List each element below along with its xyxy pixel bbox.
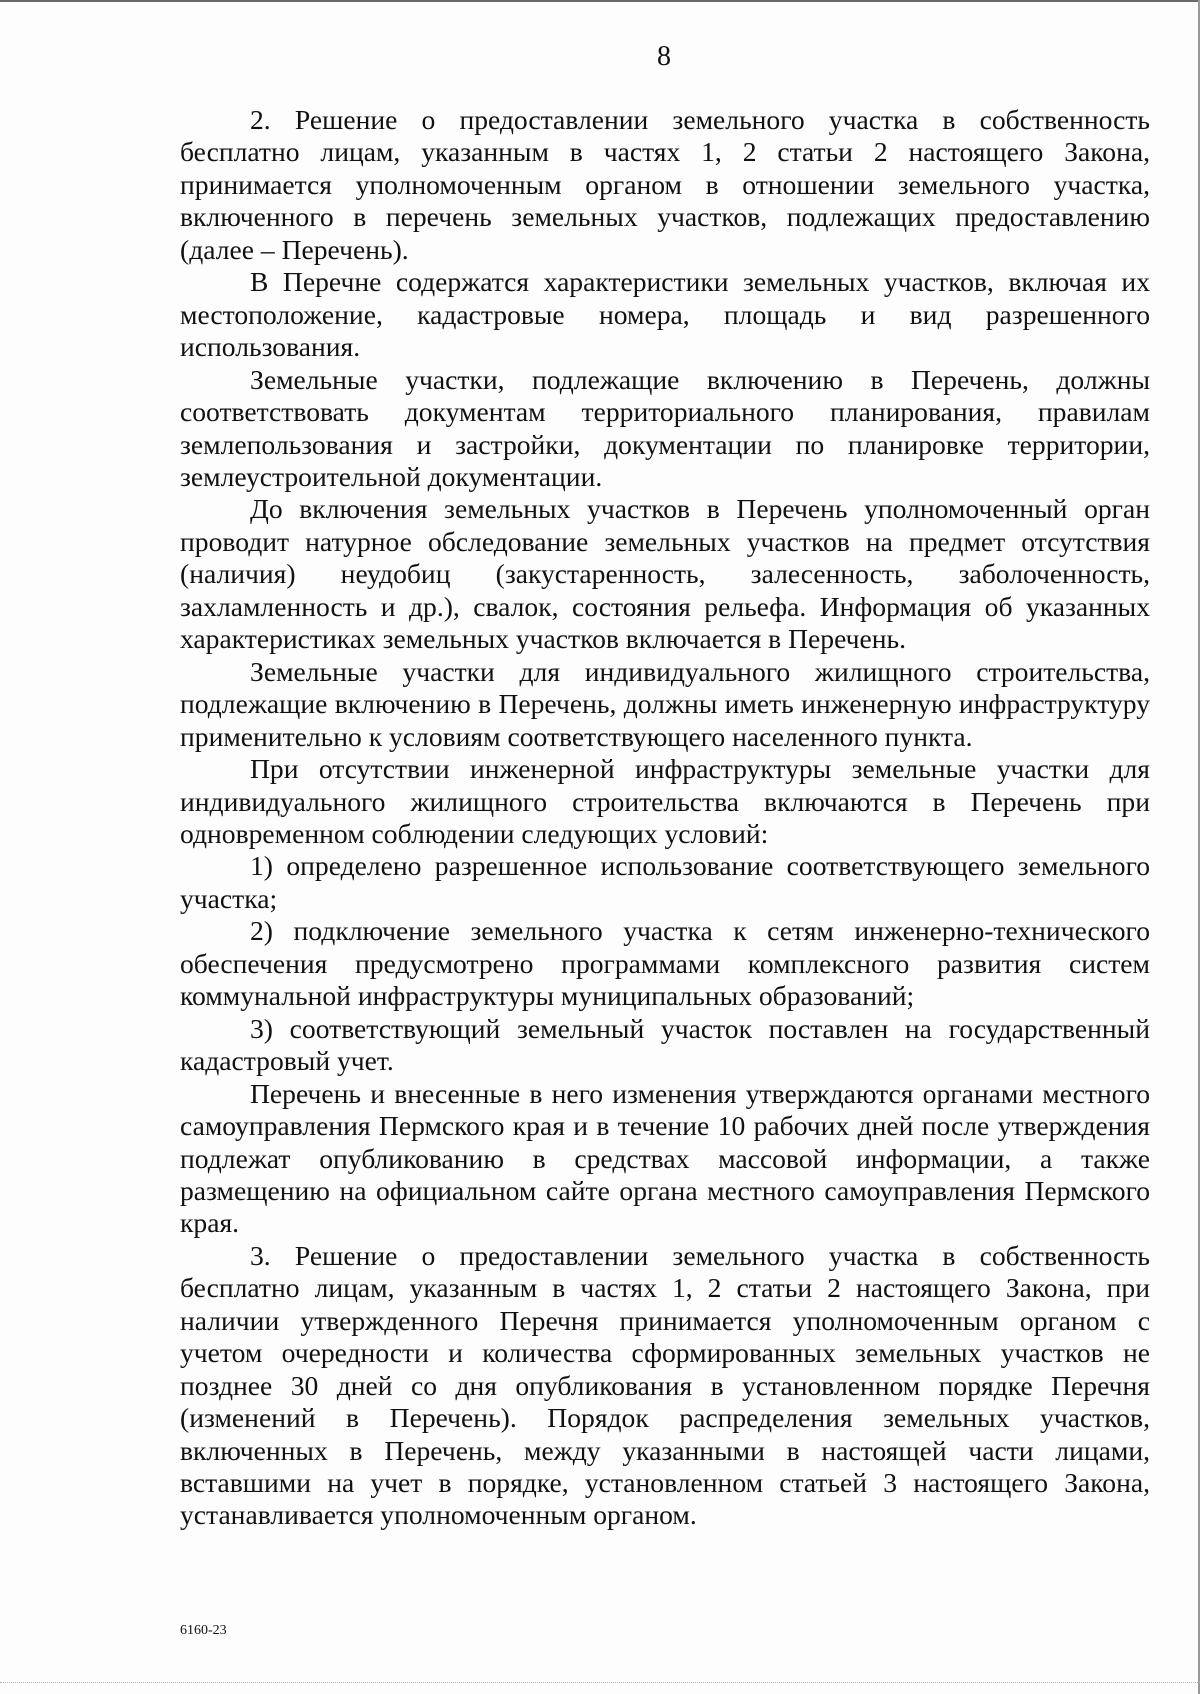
paragraph-conditions: При отсутствии инженерной инфраструктуры земельные участки для индивидуального жилищного строительства включаются в Перечень при одновременном соблюдении следующих условий: xyxy=(180,753,1150,849)
scan-edge-bottom xyxy=(0,1682,1200,1684)
paragraph-item-2: 2. Решение о предоставлении земельного участка в собственность бесплатно лицам, указанным в частях 1, 2 статьи 2 настоящего Закона, принимается уполномоченным органом в отношении земельного участка, включенного в перечень земельных участков, подлежащих предоставлению (далее – Перечень). xyxy=(180,104,1150,265)
document-code: 6160-23 xyxy=(180,1623,227,1638)
document-body xyxy=(180,104,1150,1532)
condition-2: 2) подключение земельного участка к сетям инженерно-технического обеспечения предусмотрено программами комплексного развития систем коммунальной инфраструктуры муниципальных образований; xyxy=(180,915,1150,1012)
condition-3: 3) соответствующий земельный участок поставлен на государственный кадастровый учет. xyxy=(180,1012,1150,1077)
paragraph-infrastructure: Земельные участки для индивидуального жилищного строительства, подлежащие включению в Перечень, должны иметь инженерную инфраструктуру применительно к условиям соответствующего населенного пункта. xyxy=(180,655,1150,752)
paragraph-inspection: До включения земельных участков в Перечень уполномоченный орган проводит натурное обследование земельных участков на предмет отсутствия (наличия) неудобиц (закустаренность, залесенность, заболоченность, захламленность и др.), свалок, состояния рельефа. Информация об указанных характеристиках земельных участков включается в Перечень. xyxy=(180,493,1150,655)
scan-edge-top xyxy=(0,0,1200,2)
paragraph-item-3: 3. Решение о предоставлении земельного участка в собственность бесплатно лицам, указанным в частях 1, 2 статьи 2 настоящего Закона, при наличии утвержденного Перечня принимается уполномоченным органом с учетом очередности и количества сформированных земельных участков не позднее 30 дней со дня опубликования в установленном порядке Перечня (изменений в Перечень). Порядок распределения земельных участков, включенных в Перечень, между указанными в настоящей части лицами, вставшими на учет в порядке, установленном статьей 3 настоящего Закона, устанавливается уполномоченным органом. xyxy=(180,1239,1150,1531)
paragraph-compliance: Земельные участки, подлежащие включению в Перечень, должны соответствовать документам территориального планирования, правилам землепользования и застройки, документации по планировке территории, землеустроительной документации. xyxy=(180,363,1150,492)
condition-1: 1) определено разрешенное использование соответствующего земельного участка; xyxy=(180,850,1150,914)
page-number: 8 xyxy=(657,41,671,72)
paragraph-approval: Перечень и внесенные в него изменения утверждаются органами местного самоуправления Пермского края и в течение 10 рабочих дней после утверждения подлежат опубликованию в средствах массовой информации, а также размещению на официальном сайте органа местного самоуправления Пермского края. xyxy=(180,1077,1150,1239)
paragraph-list-contents: В Перечне содержатся характеристики земельных участков, включая их местоположение, кадастровые номера, площадь и вид разрешенного использования. xyxy=(180,266,1150,363)
